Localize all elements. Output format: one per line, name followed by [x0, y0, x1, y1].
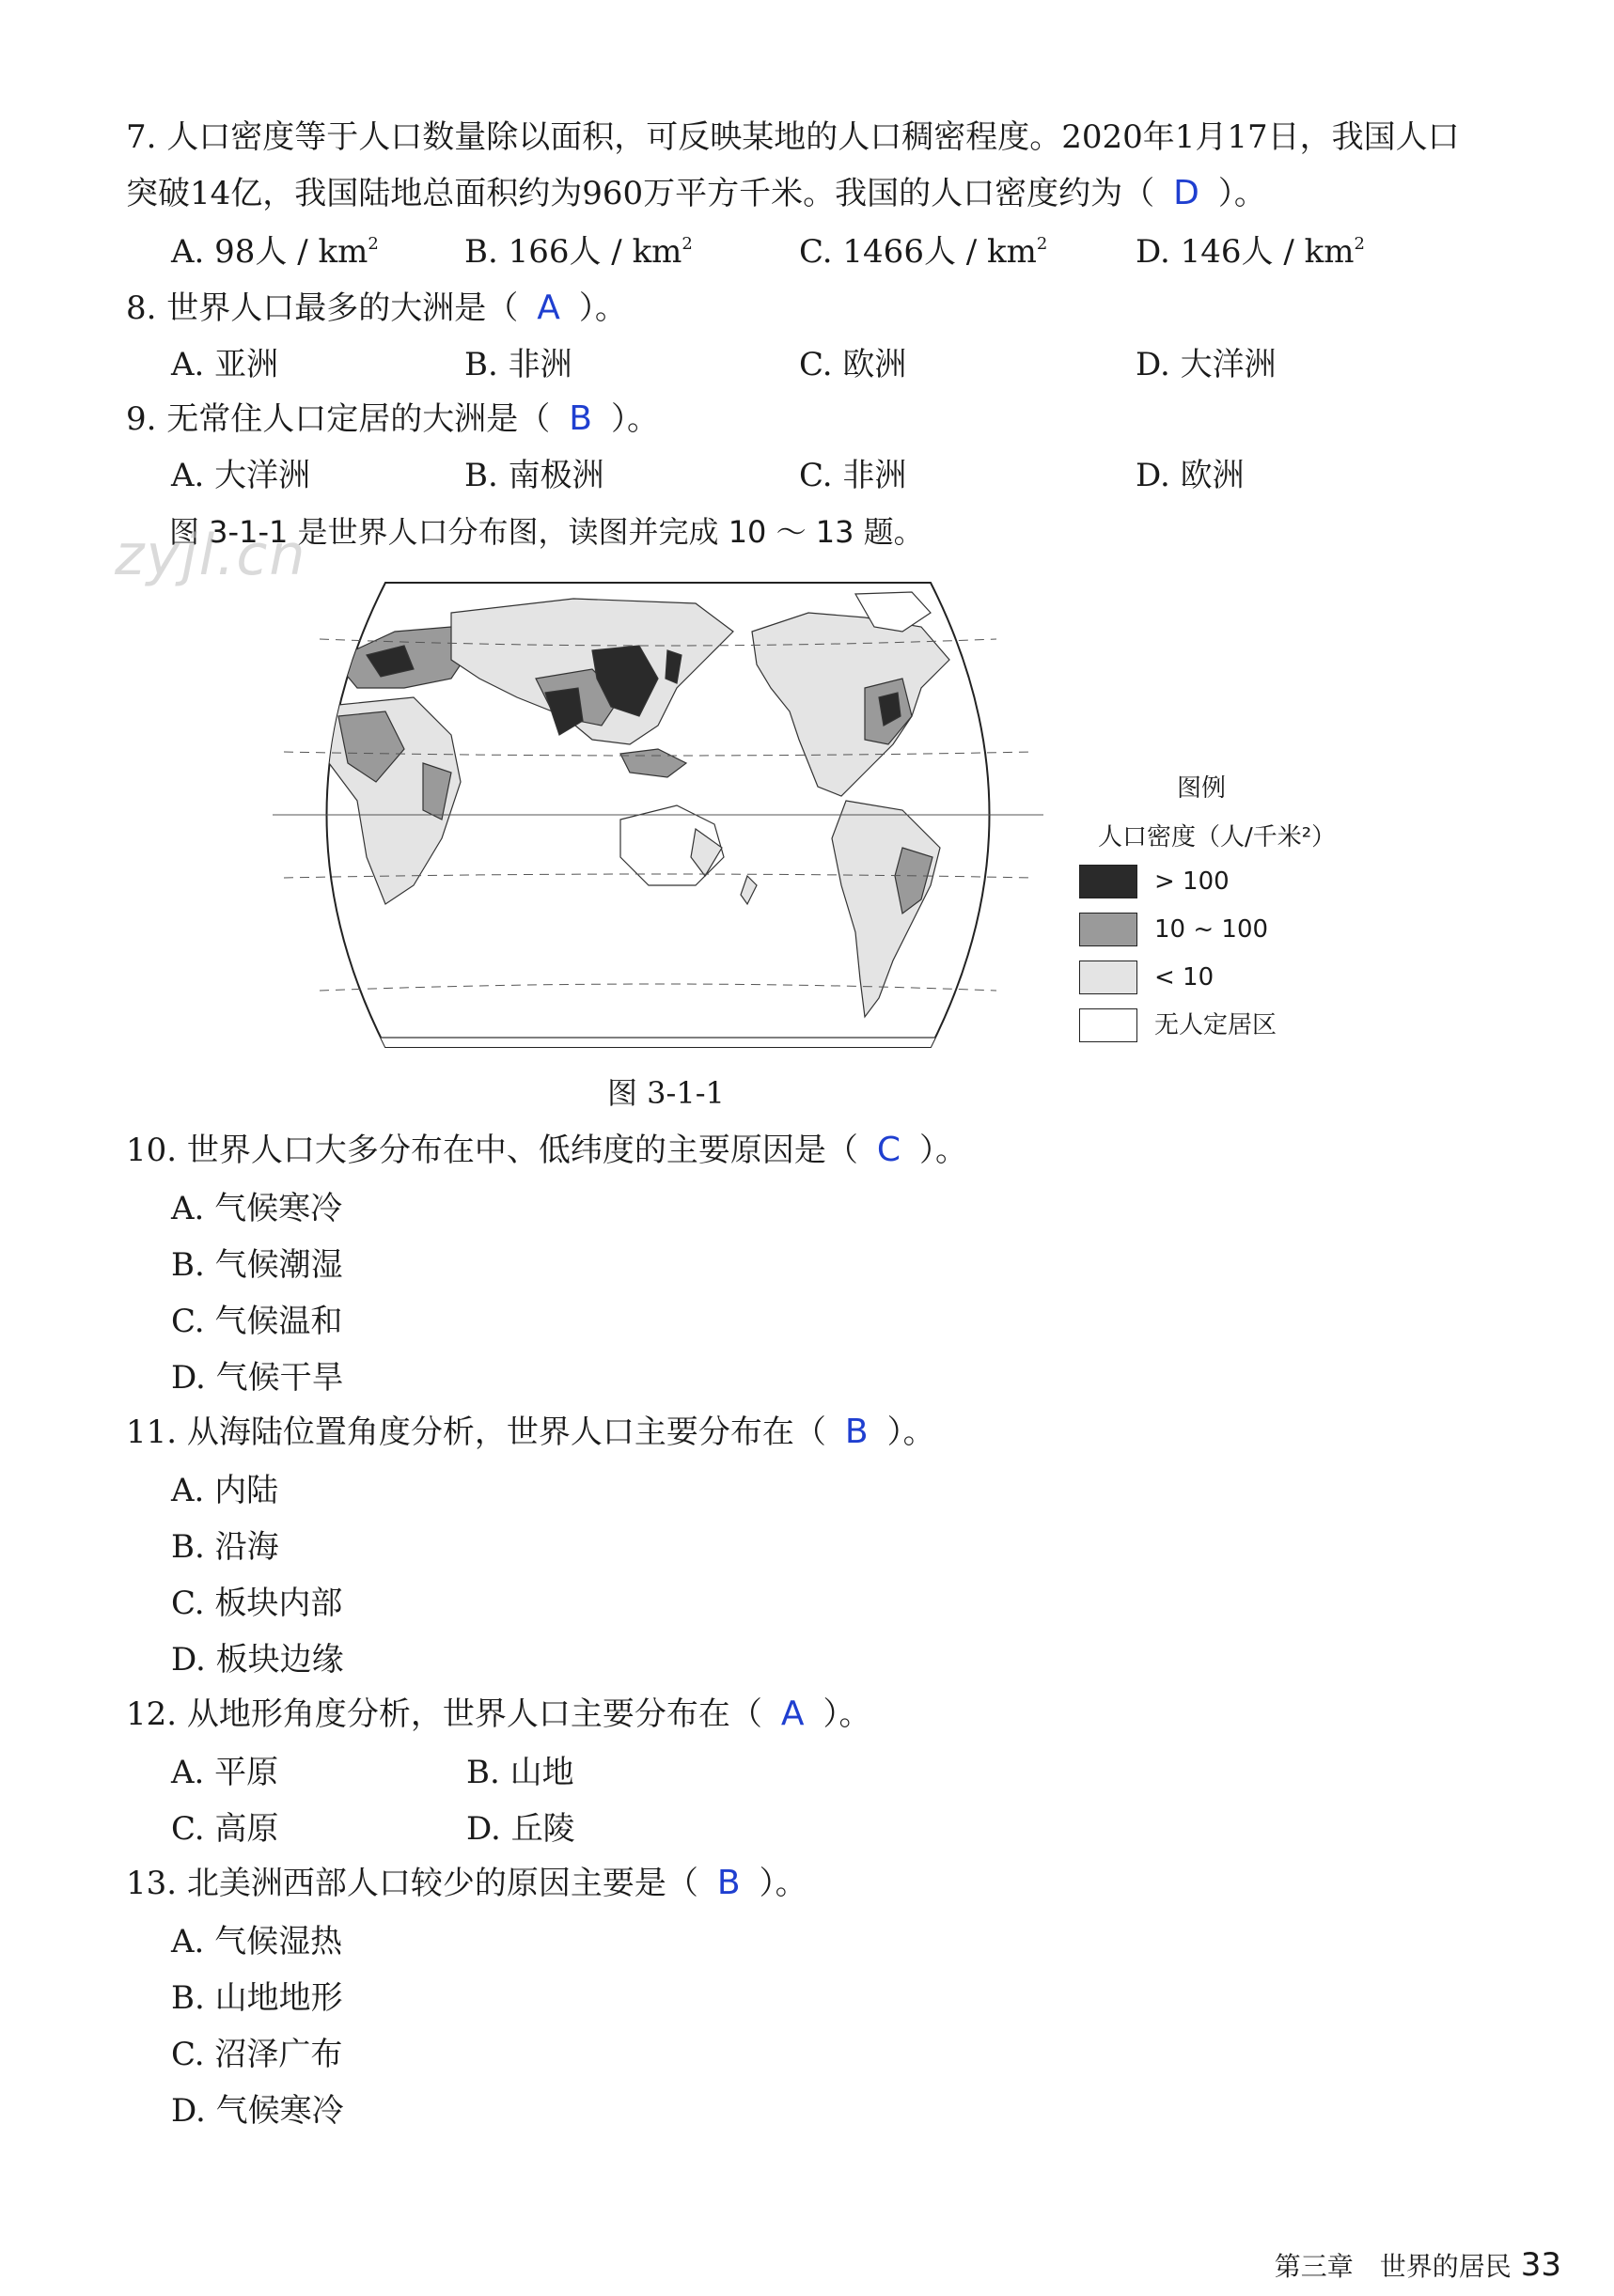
q8-answer: A: [537, 289, 560, 327]
q10-option-c: C. 气候温和: [171, 1303, 343, 1340]
q11-stem-post: ）。: [886, 1414, 935, 1451]
q7-stem-post: ）。: [1217, 175, 1266, 212]
q12-stem: [126, 1694, 871, 1735]
legend-label-medium: 10 ~ 100: [1154, 915, 1269, 944]
q13-option-b: B. 山地地形: [171, 1979, 343, 2017]
q13-stem-pre: 13. 北美洲西部人口较少的原因主要是（: [126, 1865, 698, 1902]
q9-stem: [126, 398, 659, 440]
q10-stem-post: ）。: [919, 1132, 968, 1169]
figure-caption: 图 3-1-1: [607, 1075, 725, 1111]
chapter-title: 第三章 世界的居民: [1274, 2251, 1512, 2282]
q8-stem-post: ）。: [578, 289, 627, 327]
q9-answer: B: [569, 399, 592, 438]
legend-label-low: < 10: [1154, 963, 1214, 992]
q8-option-a: A. 亚洲: [171, 346, 279, 383]
q7-stem-line2: [126, 173, 1266, 214]
q10-stem: [126, 1130, 967, 1171]
q13-stem-post: ）。: [759, 1865, 807, 1902]
page-number: 33: [1520, 2246, 1561, 2284]
legend-item-medium: [1079, 913, 1418, 950]
q10-option-d: D. 气候干旱: [171, 1359, 344, 1397]
q7-option-b: B. 166人 / $km^2$: [464, 233, 693, 271]
q11-option-c: C. 板块内部: [171, 1585, 343, 1622]
legend-swatch-none: [1079, 1008, 1137, 1042]
q11-stem-pre: 11. 从海陆位置角度分析，世界人口主要分布在（: [126, 1414, 826, 1451]
q13-option-c: C. 沼泽广布: [171, 2036, 343, 2073]
legend-item-low: [1079, 961, 1418, 998]
q9-stem-post: ）。: [610, 400, 659, 438]
q12-stem-pre: 12. 从地形角度分析，世界人口主要分布在（: [126, 1695, 762, 1733]
watermark: zyjl.cn: [115, 523, 307, 588]
q8-option-d: D. 大洋洲: [1136, 346, 1277, 383]
legend-swatch-medium: [1079, 913, 1137, 946]
q7-option-c: C. 1466人 / $km^2$: [799, 233, 1048, 271]
q13-option-d: D. 气候寒冷: [171, 2092, 344, 2130]
q7-option-a: A. 98人 / $km^2$: [171, 233, 379, 271]
q11-option-a: A. 内陆: [171, 1472, 279, 1509]
q11-answer: B: [844, 1413, 869, 1451]
q8-option-b: B. 非洲: [464, 346, 572, 383]
q7-option-d: D. 146人 / $km^2$: [1136, 233, 1365, 271]
q12-option-a: A. 平原: [171, 1754, 279, 1791]
q10-answer: C: [876, 1131, 901, 1169]
q10-stem-pre: 10. 世界人口大多分布在中、低纬度的主要原因是（: [126, 1132, 858, 1169]
legend-swatch-high: [1079, 865, 1137, 898]
q8-option-c: C. 欧洲: [799, 346, 907, 383]
q7-stem-line1: 7. 人口密度等于人口数量除以面积，可反映某地的人口稠密程度。2020年1月17日，我国人口: [126, 118, 1460, 156]
q10-option-b: B. 气候潮湿: [171, 1246, 343, 1284]
q11-option-b: B. 沿海: [171, 1528, 279, 1566]
legend-swatch-low: [1079, 961, 1137, 994]
q9-stem-pre: 9. 无常住人口定居的大洲是（: [126, 400, 551, 438]
legend-item-none: [1079, 1008, 1418, 1046]
q12-stem-post: ）。: [823, 1695, 871, 1733]
legend-label-high: > 100: [1154, 867, 1230, 896]
q11-stem: [126, 1412, 935, 1453]
figure-intro: 图 3-1-1 是世界人口分布图，读图并完成 10 ～ 13 题。: [169, 514, 924, 550]
legend-item-high: [1079, 865, 1418, 902]
q9-option-b: B. 南极洲: [464, 457, 604, 494]
legend-label-none: 无人定居区: [1154, 1011, 1277, 1039]
legend-subtitle: 人口密度（人/千米²）: [1098, 823, 1337, 851]
world-population-map: [263, 575, 1053, 1054]
q9-option-c: C. 非洲: [799, 457, 907, 494]
q11-option-d: D. 板块边缘: [171, 1641, 344, 1679]
q13-stem: [126, 1863, 807, 1904]
q12-answer: A: [780, 1695, 805, 1733]
q8-stem-pre: 8. 世界人口最多的大洲是（: [126, 289, 519, 327]
q9-option-d: D. 欧洲: [1136, 457, 1245, 494]
q10-option-a: A. 气候寒冷: [171, 1190, 343, 1227]
q12-option-d: D. 丘陵: [466, 1810, 575, 1848]
page-footer: [1275, 2246, 1561, 2284]
q7-stem-pre: 突破14亿，我国陆地总面积约为960万平方千米。我国的人口密度约为（: [126, 175, 1155, 212]
q7-answer: D: [1173, 174, 1199, 212]
legend-title: 图例: [1177, 774, 1227, 803]
q12-option-c: C. 高原: [171, 1810, 279, 1848]
q8-stem: [126, 288, 627, 329]
q13-option-a: A. 气候湿热: [171, 1923, 343, 1960]
q12-option-b: B. 山地: [466, 1754, 574, 1791]
q13-answer: B: [716, 1864, 741, 1902]
q9-option-a: A. 大洋洲: [171, 457, 311, 494]
